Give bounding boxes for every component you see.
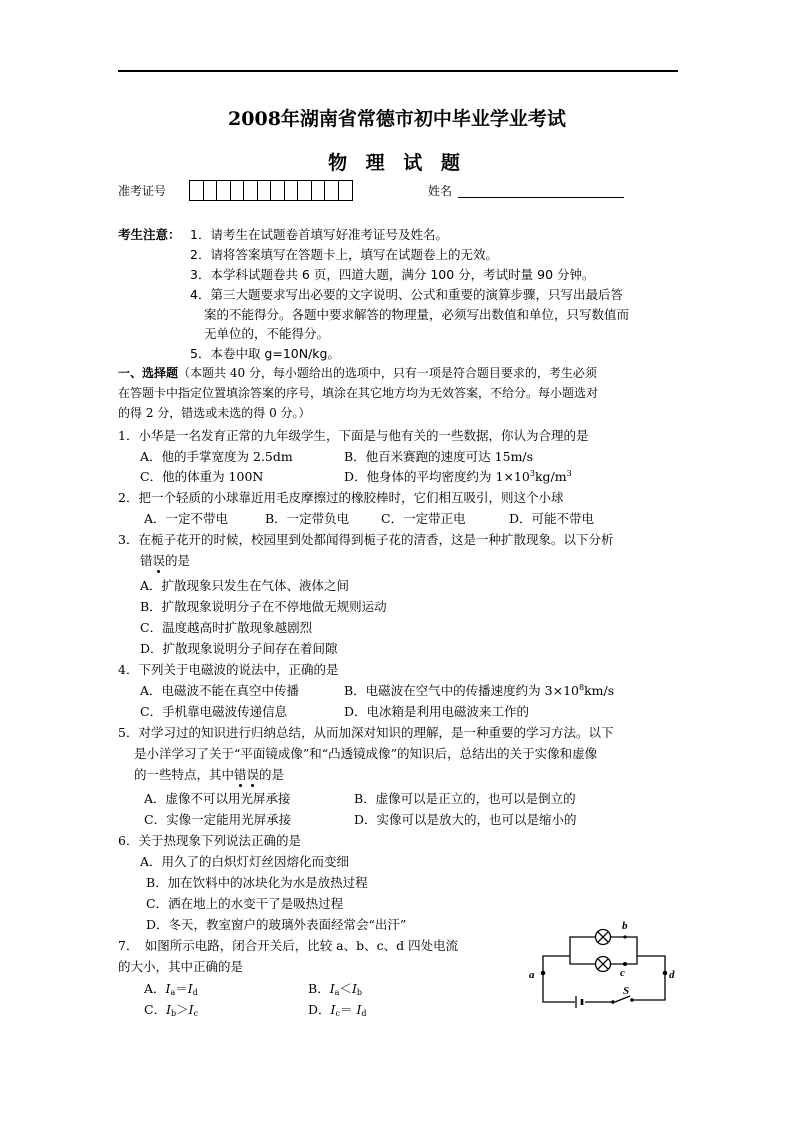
option-d[interactable] <box>344 467 572 485</box>
top-rule <box>118 70 678 72</box>
option-d[interactable] <box>308 1000 367 1018</box>
option-d[interactable]: D．可能不带电 <box>509 511 595 526</box>
notice-item: 2．请将答案填写在答题卡上，填写在试题卷上的无效。 <box>190 247 498 262</box>
exponent: 3 <box>529 469 535 478</box>
exam-id-cell[interactable] <box>258 181 272 200</box>
notice-item: 无单位的，不能得分。 <box>204 326 330 341</box>
question-stem: 6．关于热现象下列说法正确的是 <box>118 833 301 848</box>
option-b[interactable]: B．扩散现象说明分子在不停地做无规则运动 <box>140 599 387 614</box>
subscript: b <box>356 988 363 997</box>
option-c[interactable]: C．温度越高时扩散现象越剧烈 <box>140 620 313 635</box>
current-symbol: I <box>330 1002 336 1017</box>
page-title: 2008年湖南省常德市初中毕业学业考试 <box>228 108 566 130</box>
option-d[interactable]: D．电冰箱是利用电磁波来工作的 <box>344 704 530 719</box>
option-c[interactable]: C．手机靠电磁波传递信息 <box>140 704 288 719</box>
exam-id-cell[interactable] <box>190 181 204 200</box>
option-d[interactable]: D．冬天，教室窗户的玻璃外表面经常会“出汗” <box>146 917 407 932</box>
text: 错 <box>140 553 153 568</box>
option-b[interactable]: B．虚像可以是正立的，也可以是倒立的 <box>354 791 576 806</box>
exam-id-cell[interactable] <box>231 181 245 200</box>
subscript: d <box>361 1009 367 1018</box>
question-stem: 7． 如图所示电路，闭合开关后，比较 a、b、c、d 四处电流 <box>118 938 459 953</box>
subscript: a <box>334 988 340 997</box>
option-c[interactable]: C．实像一定能用光屏承接 <box>144 812 292 827</box>
option-a[interactable]: A．虚像不可以用光屏承接 <box>144 791 291 806</box>
current-symbol: I <box>356 1002 362 1017</box>
question-stem-cont: 是小洋学习了关于“平面镜成像”和“凸透镜成像”的知识后，总结出的关于实像和虚像 <box>134 746 598 761</box>
exam-id-label: 准考证号 <box>118 184 167 198</box>
option-b-text: B．电磁波在空气中的传播速度约为 3×10 <box>344 683 579 698</box>
label-a: a <box>529 969 535 981</box>
text: A． <box>144 981 166 996</box>
switch-contact <box>630 998 634 1002</box>
notice-item: 4．第三大题要求写出必要的文字说明、公式和重要的演算步骤，只写出最后答 <box>190 287 623 302</box>
option-b[interactable]: B．加在饮料中的冰块化为水是放热过程 <box>146 875 368 890</box>
exam-id-cell[interactable] <box>285 181 299 200</box>
exam-id-cell[interactable] <box>271 181 285 200</box>
circuit-wire <box>637 956 665 973</box>
operator: ＝ <box>339 1002 357 1017</box>
notice-item: 1．请考生在试题卷首填写好准考证号及姓名。 <box>190 227 448 242</box>
option-c[interactable]: C．洒在地上的水变干了是吸热过程 <box>146 896 344 911</box>
text: 的是 <box>165 553 191 568</box>
section-intro-text: 在答题卡中指定位置填涂答案的序号，填涂在其它地方均为无效答案，不给分。每小题选对 <box>118 386 599 400</box>
current-symbol: I <box>187 981 193 996</box>
emphasis-text: 误 <box>246 767 260 782</box>
subscript: b <box>171 1009 177 1018</box>
circuit-wire <box>543 973 575 1002</box>
circuit-diagram <box>525 916 685 1008</box>
question-stem: 4．下列关于电磁波的说法中，正确的是 <box>118 662 339 677</box>
question-stem-cont <box>140 551 190 569</box>
exam-id-cell[interactable] <box>298 181 312 200</box>
circuit-wire <box>543 956 570 973</box>
label-b: b <box>622 920 628 932</box>
option-b[interactable] <box>308 979 362 997</box>
notice-item: 3．本学科试题卷共 6 页，四道大题，满分 100 分，考试时量 90 分钟。 <box>190 267 595 282</box>
option-a[interactable]: A．用久了的白炽灯灯丝因熔化而变细 <box>140 854 350 869</box>
junction-dot <box>623 935 626 938</box>
emphasis-text: 误 <box>152 553 166 568</box>
notice-item: 案的不能得分。各题中要求解答的物理量，必须写出数值和单位，只写数值而 <box>204 307 630 322</box>
operator: ＜ <box>339 981 352 996</box>
text: 的是 <box>259 767 285 782</box>
text: 的一些特点，其中 <box>134 767 235 782</box>
notice-label: 考生注意： <box>118 227 181 242</box>
junction-dot <box>541 971 546 976</box>
option-c[interactable]: C．他的体重为 100N <box>140 469 264 484</box>
name-field-line[interactable] <box>458 197 624 198</box>
option-b[interactable]: B．一定带负电 <box>265 511 350 526</box>
exam-id-cell[interactable] <box>217 181 231 200</box>
switch-contact <box>611 1000 615 1004</box>
operator: ＝ <box>175 981 188 996</box>
option-a[interactable] <box>144 979 198 997</box>
exam-id-cell[interactable] <box>325 181 339 200</box>
question-stem-cont: 的大小，其中正确的是 <box>118 959 244 974</box>
question-stem: 1．小华是一名发育正常的九年级学生，下面是与他有关的一些数据，你认为合理的是 <box>118 428 589 443</box>
emphasis-text: 错 <box>234 767 247 782</box>
subscript: c <box>193 1009 199 1018</box>
option-a[interactable]: A．一定不带电 <box>144 511 229 526</box>
label-d: d <box>669 969 675 981</box>
junction-dot <box>623 962 627 966</box>
unit: kg/m <box>534 469 567 484</box>
current-symbol: I <box>165 981 171 996</box>
unit: km/s <box>584 683 615 698</box>
junction-dot <box>663 971 668 976</box>
exam-id-cell[interactable] <box>204 181 218 200</box>
exam-id-cell[interactable] <box>339 181 353 200</box>
exponent: 8 <box>579 683 585 692</box>
option-d[interactable]: D．扩散现象说明分子间存在着间隙 <box>140 641 338 656</box>
circuit-wire <box>632 973 665 1000</box>
current-symbol: I <box>166 1002 172 1017</box>
option-b[interactable] <box>344 681 614 699</box>
option-c[interactable]: C．一定带正电 <box>381 511 466 526</box>
question-stem: 3．在栀子花开的时候，校园里到处都闻得到栀子花的清香，这是一种扩散现象。以下分析 <box>118 532 614 547</box>
option-b[interactable]: B．他百米赛跑的速度可达 15m/s <box>344 449 534 464</box>
option-d-text: D．他身体的平均密度约为 1×10 <box>344 469 530 484</box>
option-d[interactable]: D．实像可以是放大的，也可以是缩小的 <box>354 812 577 827</box>
operator: ＞ <box>176 1002 189 1017</box>
circuit-wire <box>611 937 637 956</box>
current-symbol: I <box>329 981 335 996</box>
subscript: c <box>335 1009 340 1018</box>
option-a[interactable]: A．扩散现象只发生在气体、液体之间 <box>140 578 350 593</box>
current-symbol: I <box>351 981 357 996</box>
current-symbol: I <box>188 1002 194 1017</box>
exam-id-cell[interactable] <box>312 181 326 200</box>
section-intro-text: （本题共 40 分，每小题给出的选项中，只有一项是符合题目要求的，考生必须 <box>178 366 597 380</box>
name-label: 姓名 <box>428 184 453 198</box>
notice-item: 5．本卷中取 g=10N/kg。 <box>190 346 340 361</box>
section-intro <box>118 364 597 381</box>
exam-id-grid[interactable] <box>189 180 353 201</box>
text: B． <box>308 981 330 996</box>
question-stem: 2．把一个轻质的小球靠近用毛皮摩擦过的橡胶棒时，它们相互吸引，则这个小球 <box>118 490 564 505</box>
section-heading: 一、选择题 <box>118 366 179 380</box>
option-a[interactable]: A．电磁波不能在真空中传播 <box>140 683 300 698</box>
circuit-wire <box>570 937 595 956</box>
label-c: c <box>620 967 625 979</box>
section-intro-text: 的得 2 分，错选或未选的得 0 分。） <box>118 406 311 420</box>
text: C． <box>144 1002 167 1017</box>
option-c[interactable] <box>144 1000 198 1018</box>
label-s: S <box>623 985 630 997</box>
text: D． <box>308 1002 331 1017</box>
page-subtitle: 物 理 试 题 <box>328 152 466 174</box>
exponent: 3 <box>566 469 572 478</box>
question-stem-cont <box>134 765 284 783</box>
option-a[interactable]: A．他的手掌宽度为 2.5dm <box>140 449 293 464</box>
exam-id-cell[interactable] <box>244 181 258 200</box>
subscript: d <box>192 988 198 997</box>
circuit-wire <box>570 956 595 964</box>
subscript: a <box>170 988 176 997</box>
question-stem: 5．对学习过的知识进行归纳总结，从而加深对知识的理解，是一种重要的学习方法。以下 <box>118 725 614 740</box>
